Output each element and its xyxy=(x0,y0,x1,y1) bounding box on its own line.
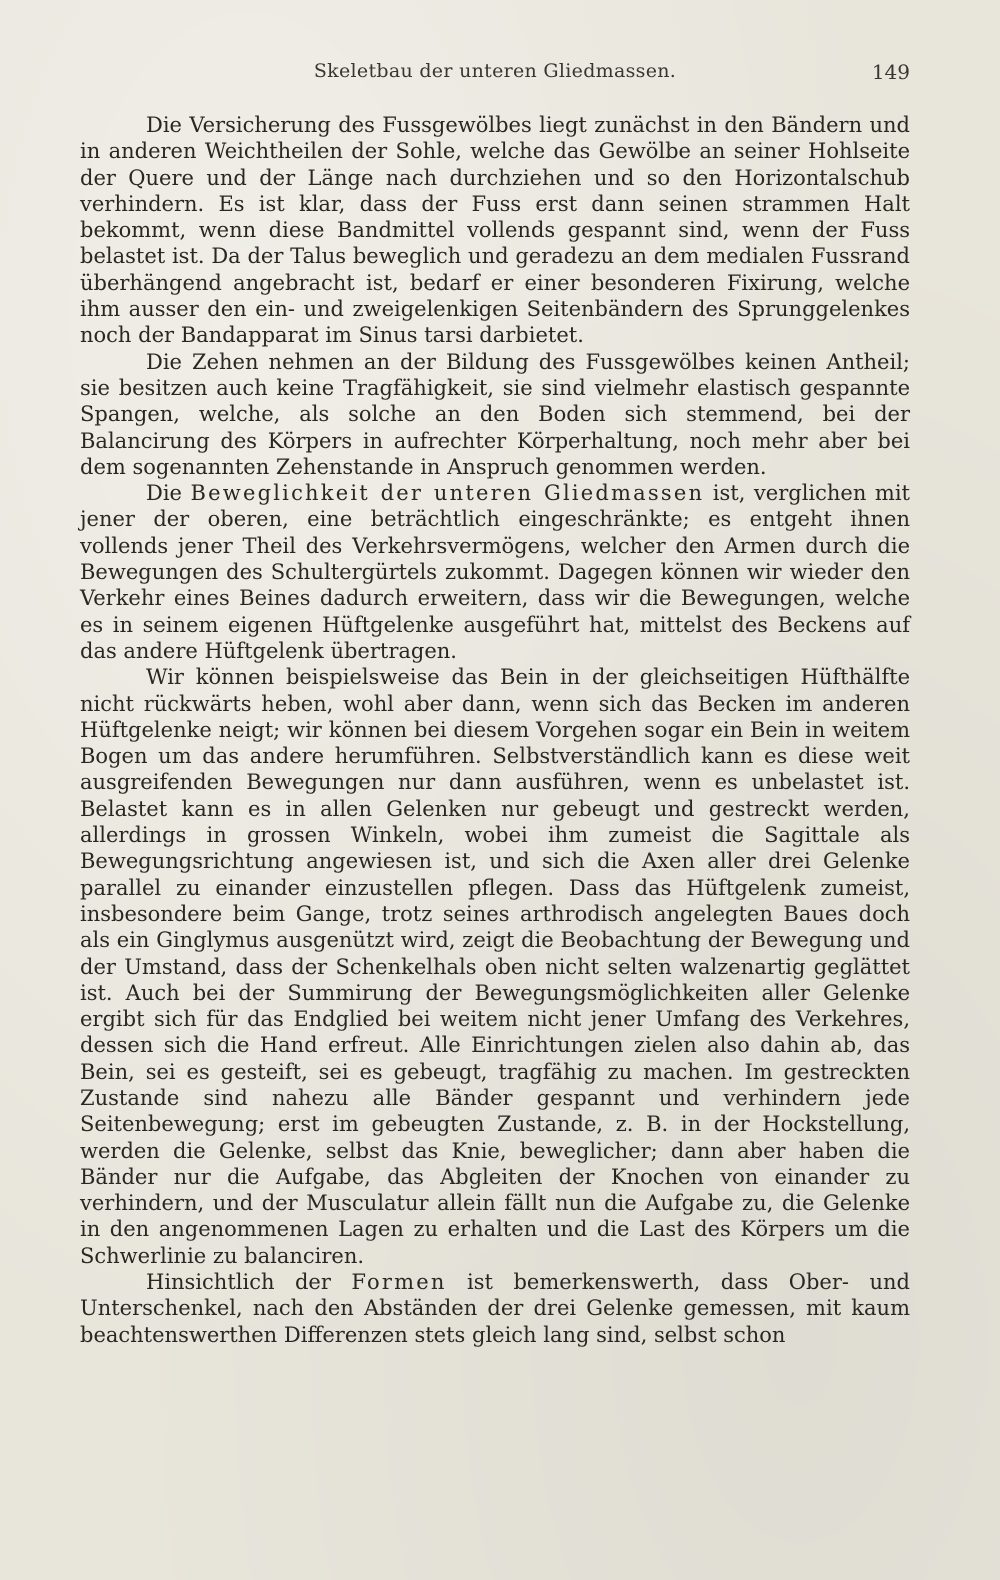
paragraph-text: Wir können beispielsweise das Bein in der gleichseitigen Hüfthälfte nicht rückwärts heben, wohl aber dann, wenn sich das Becken im anderen Hüftgelenke neigt; wir können bei diesem Vorgehen sogar ein Bein in weitem Bogen um das andere herumführen. Selbstverständlich kann es diese weit ausgreifenden Bewegungen nur dann ausführen, wenn es unbelastet ist. Belastet kann es in allen Gelenken nur gebeugt und gestreckt werden, allerdings in grossen Winkeln, wobei ihm zumeist die Sagittale als Bewegungsrichtung angewiesen ist, und sich die Axen aller drei Gelenke parallel zu einander einzustellen pflegen. Dass das Hüftgelenk zumeist, insbesondere beim Gange, trotz seines arthrodisch angelegten Baues doch als ein Ginglymus ausgenützt wird, zeigt die Beobachtung der Bewegung und der Umstand, dass der Schenkelhals oben nicht selten walzenartig geglättet ist. Auch bei der Summirung der Bewegungsmöglichkeiten aller Gelenke ergibt sich für das Endglied bei weitem nicht jener Umfang des Verkehres, dessen sich die Hand erfreut. Alle Einrichtungen zielen also dahin ab, das Bein, sei es gesteift, sei es gebeugt, tragfähig zu machen. Im gestreckten Zustande sind nahezu alle Bänder gespannt und verhindern jede Seitenbewegung; erst im gebeugten Zustande, z. B. in der Hockstellung, werden die Gelenke, selbst das Knie, beweglicher; dann aber haben die Bänder nur die Aufgabe, das Abgleiten der Knochen von einander zu verhindern, und der Musculatur allein fällt nun die Aufgabe zu, die Gelenke in den angenommenen Lagen zu erhalten und die Last des Körpers um die Schwerlinie zu balanciren. xyxy=(80,665,910,1268)
paragraph-fussgewoelbe xyxy=(80,112,910,349)
paragraph-text: Die Zehen nehmen an der Bildung des Fussgewölbes keinen Antheil; sie besitzen auch keine Tragfähigkeit, sie sind vielmehr elastisch gespannte Spangen, welche, als solche an den Boden sich stemmend, bei der Balancirung des Körpers in aufrechter Körperhaltung, noch mehr aber bei dem sogenannten Zehenstande in Anspruch genommen werden. xyxy=(80,349,910,479)
body-text xyxy=(80,112,910,1348)
running-title: Skeletbau der unteren Gliedmassen. xyxy=(313,60,677,82)
paragraph-text: ist, verglichen mit jener der oberen, eine beträchtlich eingeschränkte; es entgeht ihnen vollends jener Theil des Verkehrsvermögens, welcher den Armen durch die Bewegungen des Schultergürtels zukommt. Dagegen können wir wieder den Verkehr eines Beines dadurch erweitern, dass wir die Bewegungen, welche es in seinem eigenen Hüftgelenke ausgeführt hat, mittelst des Beckens auf das andere Hüftgelenk übertragen. xyxy=(80,481,911,663)
paragraph-bewegungen xyxy=(80,664,910,1269)
spaced-emphasis: Beweglichkeit der unteren Gliedmassen xyxy=(190,481,705,506)
spaced-emphasis: Formen xyxy=(351,1270,447,1295)
paragraph-zehen xyxy=(80,349,910,480)
paragraph-beweglichkeit xyxy=(80,480,910,664)
paragraph-formen xyxy=(80,1269,910,1348)
paragraph-lead: Die xyxy=(146,481,191,506)
paragraph-lead: Hinsichtlich der xyxy=(146,1270,352,1295)
page-number: 149 xyxy=(871,60,910,84)
paragraph-text: ist bemerkenswerth, dass Ober- und Unterschenkel, nach den Abständen der drei Gelenke gemessen, mit kaum beachtenswerthen Differenzen stets gleich lang sind, selbst schon xyxy=(80,1270,910,1347)
running-head xyxy=(80,60,910,90)
paragraph-text: Die Versicherung des Fussgewölbes liegt zunächst in den Bändern und in anderen Weichtheilen der Sohle, welche das Gewölbe an seiner Hohlseite der Quere und der Länge nach durchziehen und so den Horizontalschub verhindern. Es ist klar, dass der Fuss erst dann seinen strammen Halt bekommt, wenn diese Bandmittel vollends gespannt sind, wenn der Fuss belastet ist. Da der Talus beweglich und geradezu an dem medialen Fussrand überhängend angebracht ist, bedarf er einer besonderen Fixirung, welche ihm ausser den ein- und zweigelenkigen Seitenbändern des Sprunggelenkes noch der Bandapparat im Sinus tarsi darbietet. xyxy=(80,113,910,348)
